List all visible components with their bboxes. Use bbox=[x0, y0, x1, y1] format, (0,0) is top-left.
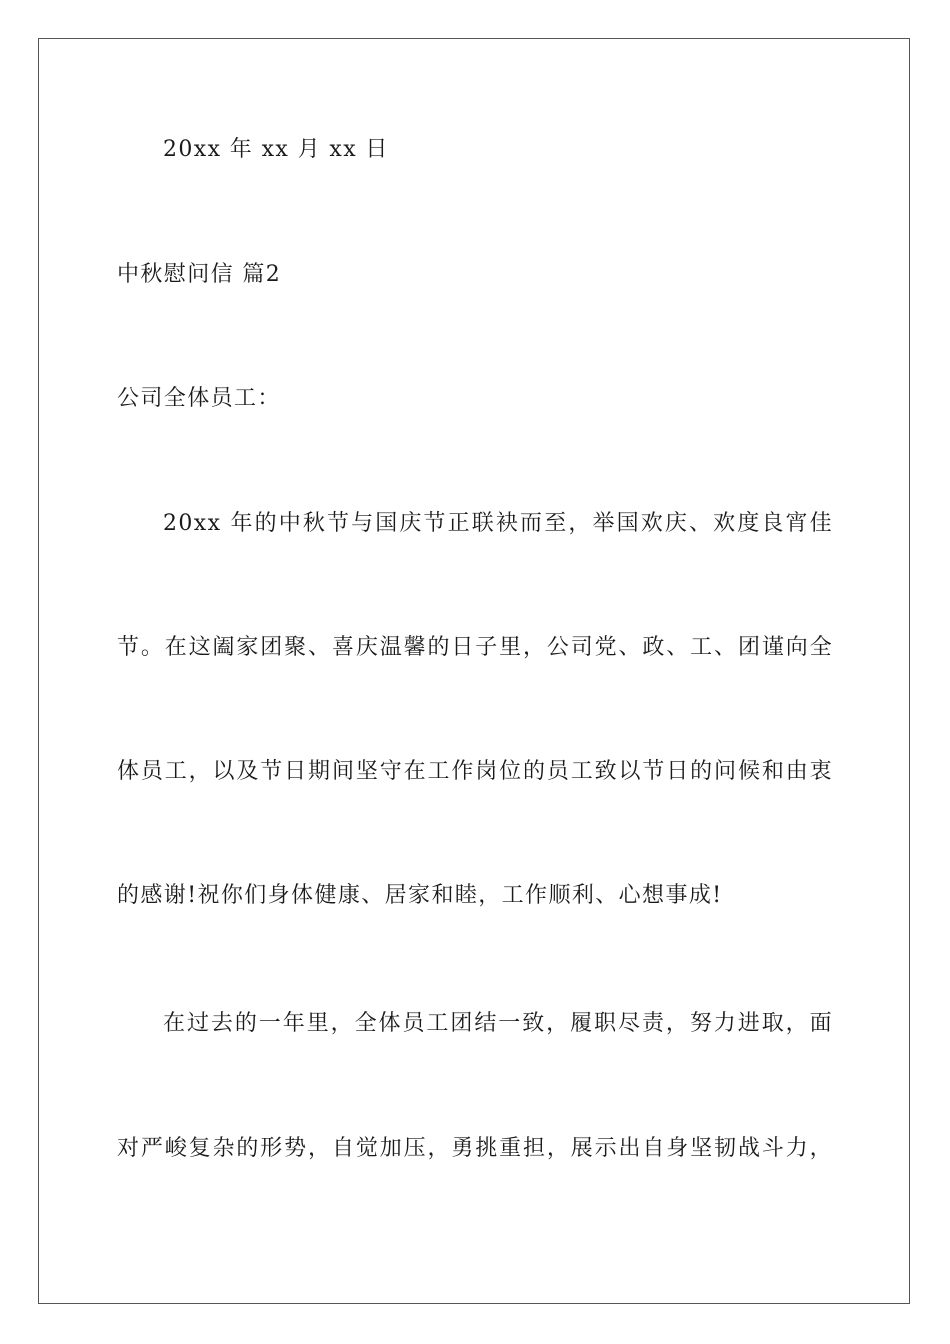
paragraph-1-line-3: 体员工，以及节日期间坚守在工作岗位的员工致以节日的问候和由衷 bbox=[117, 759, 833, 784]
paragraph-1-line-2: 节。在这阖家团聚、喜庆温馨的日子里，公司党、政、工、团谨向全 bbox=[117, 635, 833, 660]
paragraph-1-line-1: 20xx 年的中秋节与国庆节正联袂而至，举国欢庆、欢度良宵佳 bbox=[163, 511, 833, 536]
section-title: 中秋慰问信 篇2 bbox=[117, 262, 282, 287]
paragraph-1-line-4: 的感谢!祝你们身体健康、居家和睦，工作顺利、心想事成! bbox=[117, 883, 723, 908]
page-border bbox=[38, 38, 910, 1304]
date-line: 20xx 年 xx 月 xx 日 bbox=[163, 137, 389, 162]
paragraph-2-line-2: 对严峻复杂的形势，自觉加压，勇挑重担，展示出自身坚韧战斗力， bbox=[117, 1136, 833, 1161]
paragraph-2-line-1: 在过去的一年里，全体员工团结一致，履职尽责，努力进取，面 bbox=[163, 1011, 833, 1036]
salutation: 公司全体员工： bbox=[117, 386, 281, 411]
